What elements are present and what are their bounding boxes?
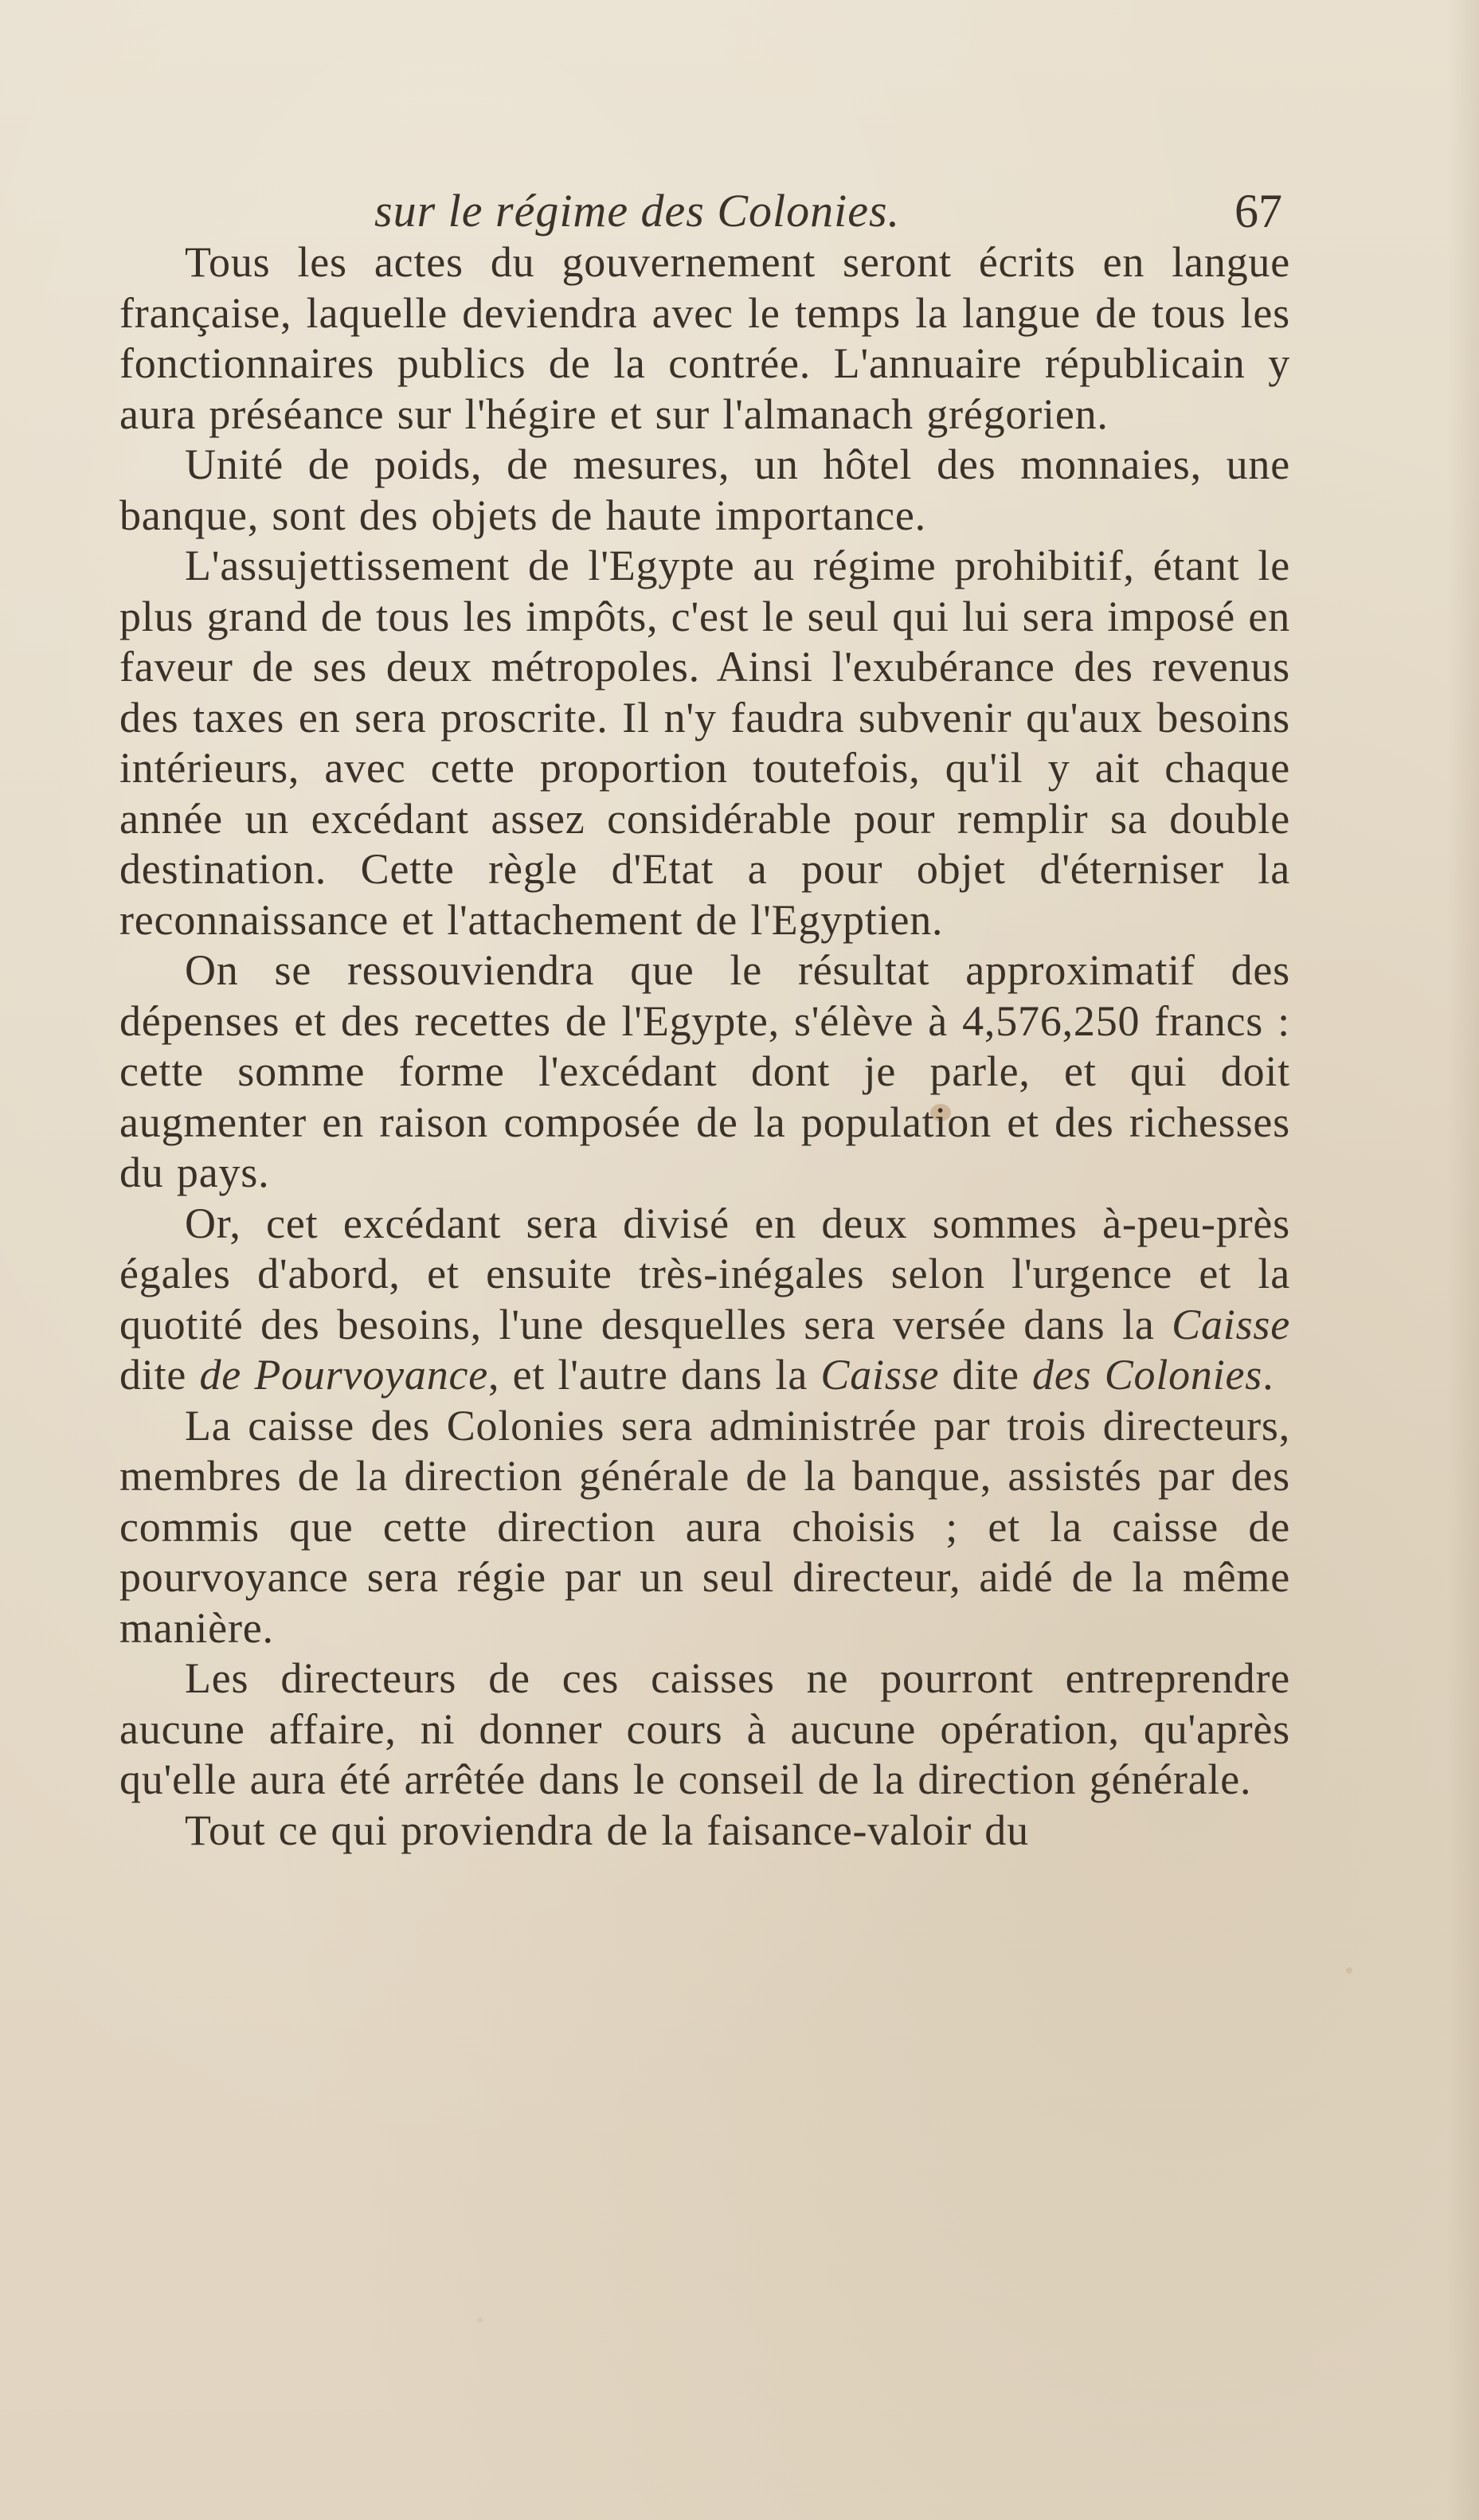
page-edge-shadow — [1447, 0, 1479, 2520]
paragraph — [119, 1199, 1290, 1401]
paragraph: On se ressouviendra que le résultat approximatif des dépenses et des recettes de l'Egypte, s'élève à 4,576,250 francs : cette somme forme l'excédant dont je parle, et qui doit augmenter en raison composée de la population et des richesses du pays. — [119, 946, 1290, 1196]
paragraph: Unité de poids, de mesures, un hôtel des monnaies, une banque, sont des objets de haute importance. — [119, 440, 1290, 539]
foxing-stain — [1346, 1967, 1352, 1974]
paragraph: L'assujettissement de l'Egypte au régime prohibitif, étant le plus grand de tous les impôts, c'est le seul qui lui sera imposé en faveur de ses deux métropoles. Ainsi l'exubérance des revenus des taxes en sera proscrite. Il n'y faudra subvenir qu'aux besoins intérieurs, avec cette proportion toutefois, qu'il y ait chaque année un excédant assez considérable pour remplir sa double destination. Cette règle d'Etat a pour objet d'éterniser la reconnaissance et l'attachement de l'Egyptien. — [119, 542, 1290, 944]
running-title: sur le régime des Colonies. — [374, 185, 901, 237]
text-run: , et l'autre dans la — [488, 1351, 821, 1399]
paragraph: La caisse des Colonies sera administrée par trois directeurs, membres de la direction générale de la banque, assistés par des commis que cette direction aura choisis ; et la caisse de pourvoyance sera régie par un seul directeur, aidé de la même manière. — [119, 1401, 1290, 1652]
paragraph: Tous les actes du gouvernement seront écrits en langue française, laquelle deviendra avec le temps la langue de tous les fonctionnaires publics de la contrée. L'annuaire républicain y aura préséance sur l'hégire et sur l'almanach grégorien. — [119, 238, 1290, 438]
italic-term: Caisse — [1172, 1300, 1290, 1348]
paragraph: Les directeurs de ces caisses ne pourront entreprendre aucune affaire, ni donner cours à aucune opération, qu'après qu'elle aura été arrêtée dans le conseil de la direction générale. — [119, 1654, 1290, 1803]
italic-term: Caisse — [820, 1351, 940, 1399]
italic-term: des Colonies — [1032, 1351, 1263, 1399]
text-run: dite — [119, 1351, 200, 1399]
text-run: . — [1262, 1351, 1274, 1399]
page-header — [119, 179, 1290, 243]
page-number: 67 — [1234, 185, 1282, 237]
body-text — [119, 237, 1290, 1856]
foxing-stain — [478, 2318, 483, 2322]
paragraph: Tout ce qui proviendra de la faisance-valoir du — [185, 1806, 1029, 1854]
italic-term: de Pourvoyance — [199, 1351, 489, 1399]
text-run: Or, cet excédant sera divisé en deux sommes à-peu-près égales d'abord, et ensuite très-inégales selon l'urgence et la quotité des besoins, l'une desquelles sera versée dans la — [119, 1199, 1290, 1348]
text-run: dite — [939, 1351, 1033, 1399]
